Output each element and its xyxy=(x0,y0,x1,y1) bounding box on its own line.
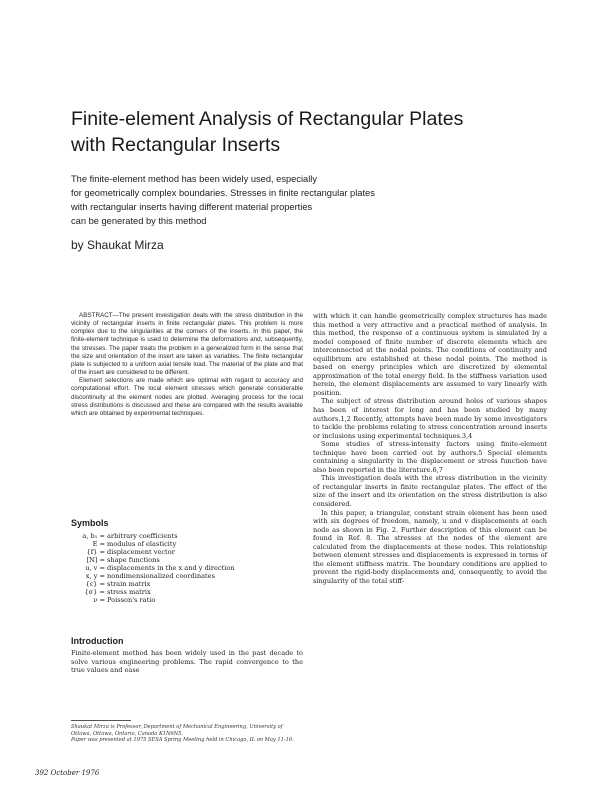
symbol-description: displacement vector xyxy=(107,548,175,556)
symbol-row xyxy=(71,564,277,572)
symbol: {f} = xyxy=(86,548,105,556)
introduction-body xyxy=(71,649,303,675)
symbols-heading: Symbols xyxy=(71,518,109,528)
symbol: {ε} = xyxy=(85,580,105,588)
introduction-section xyxy=(71,636,303,675)
article-title xyxy=(71,106,531,158)
subtitle-line: The finite-element method has been widely used, especially xyxy=(71,174,317,184)
introduction-paragraph: Finite-element method has been widely used in the past decade to solve various engineering problems. The rapid convergence to the true values and ease xyxy=(71,649,303,675)
abstract xyxy=(71,312,303,418)
symbol: a, b₁ = xyxy=(82,532,105,540)
symbol-description: arbitrary coefficients xyxy=(107,532,178,540)
body-paragraph: This investigation deals with the stress distribution in the vicinity of rectangular inserts in finite rectangular plates. The effect of the size of the insert and its orientation on the stress distribution is also considered. xyxy=(313,474,547,509)
body-paragraph: The subject of stress distribution around holes of various shapes has been of interest for long and has been studied by many authors.1,2 Recently, attempts have been made by some investigators to tackle the problems relating to stress concentration around inserts or inclusions using experimental techniques.3,4 xyxy=(313,397,547,440)
symbol-description: Poisson's ratio xyxy=(107,596,156,604)
symbol-row xyxy=(71,556,277,564)
left-column xyxy=(71,312,303,418)
symbol: x, y = xyxy=(85,572,105,580)
symbol-description: strain matrix xyxy=(107,580,151,588)
subtitle-line: can be generated by this method xyxy=(71,216,207,226)
symbol-row xyxy=(71,548,277,556)
symbol-row xyxy=(71,596,277,604)
footnote-divider xyxy=(71,720,131,721)
footnote-line: Shaukat Mirza is Professor, Department of Mechanical Engineering, University of Ottawa, Ottawa, Ontario, Canada K1N6N5. xyxy=(71,724,283,737)
symbol: {σ} = xyxy=(84,588,105,596)
subtitle-line: for geometrically complex boundaries. Stresses in finite rectangular plates xyxy=(71,188,375,198)
symbol-description: displacements in the x and y direction xyxy=(107,564,235,572)
body-paragraph: Some studies of stress-intensity factors using finite-element technique have been carried out by authors.5 Special elements containing a singularity in the displacement or stress function have also been reported in the literature.6,7 xyxy=(313,440,547,474)
symbol: ν = xyxy=(93,596,105,604)
symbol-description: stress matrix xyxy=(107,588,151,596)
title-line-2: with Rectangular Inserts xyxy=(71,134,281,156)
abstract-paragraph: ABSTRACT—The present investigation deals with the stress distribution in the vicinity of rectangular inserts in finite rectangular plates. This problem is more complex due to the singularities at the corners of the inserts. In this paper, the finite-element technique is used to determine the deformations and, subsequently, the stresses. The paper treats the problem in a generalized form in the sense that the size and orientation of the insert are taken as variables. The finite rectangular plate is subjected to a uniform axial tensile load. The material of the plate and that of the insert are considered to be different. xyxy=(71,312,303,377)
article-subtitle xyxy=(71,172,541,228)
footnote-line: Paper was presented at 1975 SESA Spring Meeting held in Chicago, IL on May 11-16. xyxy=(71,737,294,744)
symbol-row xyxy=(71,572,277,580)
right-column-body xyxy=(313,312,547,586)
symbol-row xyxy=(71,532,277,540)
title-line-1: Finite-element Analysis of Rectangular Plates xyxy=(71,108,464,130)
body-paragraph: In this paper, a triangular, constant strain element has been used with six degrees of freedom, namely, u and v displacements at each node as shown in Fig. 2. Further description of this element can be found in Ref. 8. The stresses at the nodes of the element are calculated from the displacements at these nodes. This relationship between element stresses and displacements is expressed in terms of the element stiffness matrix. The boundary conditions are applied to prevent the rigid-body displacements and, consequently, to avoid the singularity of the total stiff- xyxy=(313,508,547,585)
abstract-paragraph: Element selections are made which are optimal with regard to accuracy and computational effort. The local element stresses which generate considerable discontinuity at the element nodes are plotted. Averaging process for the local stress distributions is discussed and these are compared with the results available which are obtained by experimental techniques. xyxy=(71,377,303,417)
introduction-heading: Introduction xyxy=(71,636,124,646)
symbol: [N] = xyxy=(86,556,105,564)
footnote xyxy=(71,724,303,744)
symbol-description: shape functions xyxy=(107,556,160,564)
symbol-description: nondimensionalized coordinates xyxy=(107,572,215,580)
symbols-list xyxy=(71,532,303,604)
symbol: E = xyxy=(92,540,105,548)
body-paragraph: with which it can handle geometrically complex structures has made this method a very attractive and a practical method of analysis. In this method, the response of a continuous system is simulated by a model composed of finite number of discrete elements which are interconnected at the nodal points. The conditions of continuity and equilibrium are established at these nodal points. The method is based on energy principles which are discretized by elemental approximation of the total energy field. In the stiffness variation used herein, the element displacements are assumed to vary linearly with position. xyxy=(313,312,547,397)
author-byline: by Shaukat Mirza xyxy=(71,238,164,252)
symbol: u, v = xyxy=(85,564,105,572)
symbol-description: modulus of elasticity xyxy=(107,540,177,548)
symbol-row xyxy=(71,580,277,588)
symbol-row xyxy=(71,588,277,596)
right-column xyxy=(313,312,547,586)
subtitle-line: with rectangular inserts having different material properties xyxy=(71,202,313,212)
symbols-table xyxy=(71,532,277,604)
symbol-row xyxy=(71,540,277,548)
page-footer: 392 October 1976 xyxy=(35,769,100,777)
